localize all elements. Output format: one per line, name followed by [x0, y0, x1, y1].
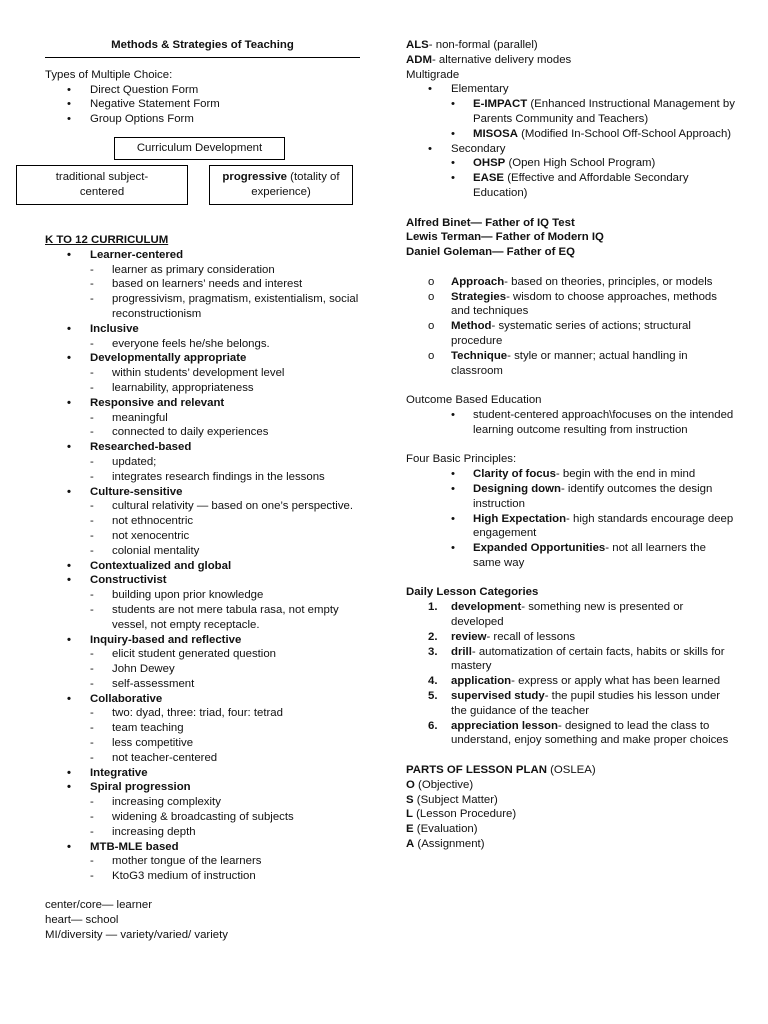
traditional-box — [16, 165, 188, 205]
mc-item: • Negative Statement Form — [45, 97, 365, 112]
k12-subitem: - not xenocentric — [45, 529, 365, 544]
k12-item: • Developmentally appropriate — [45, 351, 365, 366]
term-def: - wisdom to choose approaches, methods and techniques — [451, 290, 717, 318]
k12-item: • Spiral progression — [45, 780, 365, 795]
k12-subitem: - progressivism, pragmatism, existentialism, social reconstructionism — [45, 292, 365, 322]
progressive-box — [209, 165, 353, 205]
lesson-plan-heading-bold: PARTS OF LESSON PLAN — [406, 764, 547, 777]
curriculum-development-box: Curriculum Development — [114, 137, 285, 160]
als-line — [406, 38, 736, 53]
item-term: OHSP — [473, 157, 506, 170]
k12-item: • Learner-centered — [45, 248, 365, 263]
term-item — [406, 290, 736, 320]
principles-heading: Four Basic Principles: — [406, 453, 517, 466]
daily-item — [406, 674, 736, 689]
term-def: - systematic series of actions; structural procedure — [451, 320, 691, 347]
k12-subitem: - updated; — [45, 455, 365, 470]
k12-item: • Inclusive — [45, 322, 365, 337]
lesson-plan-heading — [406, 763, 736, 778]
progressive-rest: (totality of experience) — [251, 171, 340, 198]
principle-name: Expanded Opportunities — [473, 542, 606, 555]
k12-item: • Contextualized and global — [45, 559, 365, 574]
daily-num: 3. — [428, 645, 438, 658]
elementary-item — [406, 97, 736, 127]
daily-num: 2. — [428, 630, 438, 643]
term-name: Technique — [451, 349, 508, 362]
item-term: E-IMPACT — [473, 98, 528, 111]
daily-def: - something new is presented or developed — [451, 601, 684, 629]
term-name: Strategies — [451, 290, 507, 303]
k12-heading: K TO 12 CURRICULUM — [45, 233, 169, 246]
k12-subitem: - integrates research findings in the lessons — [45, 470, 365, 485]
progressive-bold: progressive — [222, 171, 288, 184]
k12-item: • Constructivist — [45, 573, 365, 588]
secondary-label: • Secondary — [406, 142, 736, 157]
k12-item: • Responsive and relevant — [45, 396, 365, 411]
k12-subitem: - John Dewey — [45, 662, 365, 677]
daily-list — [406, 600, 736, 748]
father-line: Alfred Binet— Father of IQ Test — [406, 216, 575, 229]
daily-num: 4. — [428, 675, 438, 688]
term-item — [406, 349, 736, 379]
lesson-plan-item — [406, 793, 736, 808]
daily-def: - recall of lessons — [486, 630, 576, 643]
k12-subitem: - within students’ development level — [45, 366, 365, 381]
k12-subitem: - learner as primary consideration — [45, 263, 365, 278]
mc-item: • Direct Question Form — [45, 83, 365, 98]
daily-item — [406, 630, 736, 645]
lesson-plan-heading-rest: (OSLEA) — [546, 764, 596, 777]
lesson-plan-item — [406, 822, 736, 837]
k12-item: • Integrative — [45, 766, 365, 781]
k12-subitem: - KtoG3 medium of instruction — [45, 869, 365, 884]
k12-subitem: - based on learners’ needs and interest — [45, 277, 365, 292]
k12-subitem: - not ethnocentric — [45, 514, 365, 529]
daily-name: drill — [451, 645, 472, 658]
terms-list — [406, 275, 736, 379]
daily-heading: Daily Lesson Categories — [406, 586, 539, 599]
k12-item: • Collaborative — [45, 692, 365, 707]
term-item — [406, 275, 736, 290]
daily-item — [406, 689, 736, 719]
als-def: - non-formal (parallel) — [428, 39, 538, 51]
daily-num: 5. — [428, 690, 438, 703]
daily-name: appreciation lesson — [451, 719, 558, 732]
daily-def: - express or apply what has been learned — [511, 675, 721, 688]
k12-subitem: - meaningful — [45, 411, 365, 426]
k12-subitem: - elicit student generated question — [45, 647, 365, 662]
multigrade-list — [406, 82, 736, 200]
term-def: - style or manner; actual handling in classroom — [451, 349, 688, 377]
als-term: ALS — [406, 39, 429, 51]
daily-name: review — [451, 630, 487, 643]
lesson-plan-item — [406, 837, 736, 852]
principle-def: - high standards encourage deep engagement — [473, 512, 734, 540]
k12-subitem: - less competitive — [45, 736, 365, 751]
daily-num: 6. — [428, 719, 438, 732]
daily-name: application — [451, 675, 512, 688]
page-title: Methods & Strategies of Teaching — [45, 38, 360, 58]
k12-subitem: - everyone feels he/she belongs. — [45, 337, 365, 352]
lp-part: (Evaluation) — [413, 823, 478, 836]
daily-def: - the pupil studies his lesson under the guidance of the teacher — [451, 690, 721, 717]
elementary-item — [406, 127, 736, 142]
k12-subitem: - connected to daily experiences — [45, 425, 365, 440]
daily-num: 1. — [428, 601, 438, 614]
lp-part: (Subject Matter) — [413, 793, 498, 806]
k12-subitem: - team teaching — [45, 721, 365, 736]
obe-heading: Outcome Based Education — [406, 394, 542, 407]
term-name: Method — [451, 320, 492, 333]
k12-subitem: - not teacher-centered — [45, 751, 365, 766]
core-line: center/core— learner — [45, 899, 152, 912]
k12-subitem: - increasing depth — [45, 825, 365, 840]
k12-subitem: - building upon prior knowledge — [45, 588, 365, 603]
principle-item — [406, 541, 736, 571]
core-line: MI/diversity — variety/varied/ variety — [45, 928, 228, 941]
daily-name: supervised study — [451, 690, 545, 703]
lp-letter: A — [406, 838, 415, 851]
k12-list — [45, 248, 365, 884]
daily-item — [406, 600, 736, 630]
k12-subitem: - students are not mere tabula rasa, not empty vessel, not empty receptacle. — [45, 603, 365, 633]
lp-part: (Lesson Procedure) — [412, 808, 517, 821]
daily-name: development — [451, 601, 522, 614]
secondary-item — [406, 171, 736, 201]
principle-name: Designing down — [473, 482, 561, 495]
lp-part: (Objective) — [414, 778, 474, 791]
progressive-label — [219, 170, 344, 200]
lp-letter: S — [406, 793, 414, 806]
k12-subitem: - widening & broadcasting of subjects — [45, 810, 365, 825]
father-line: Lewis Terman— Father of Modern IQ — [406, 231, 604, 244]
principle-item — [406, 512, 736, 542]
lesson-plan-item — [406, 778, 736, 793]
obe-list — [406, 408, 736, 438]
adm-term: ADM — [406, 53, 432, 66]
item-term: MISOSA — [473, 127, 518, 140]
k12-item: • MTB-MLE based — [45, 840, 365, 855]
k12-subitem: - colonial mentality — [45, 544, 365, 559]
mc-item: • Group Options Form — [45, 112, 365, 127]
term-def: - based on theories, principles, or models — [504, 275, 713, 288]
principles-list — [406, 467, 736, 571]
principle-name: Clarity of focus — [473, 468, 556, 481]
core-line: heart— school — [45, 913, 119, 926]
secondary-item — [406, 156, 736, 171]
k12-item: • Culture-sensitive — [45, 485, 365, 500]
principle-def: - not all learners the same way — [473, 542, 706, 569]
principle-def: - begin with the end in mind — [555, 468, 696, 481]
left-column — [45, 38, 365, 942]
item-def: (Modified In-School Off-School Approach) — [517, 127, 732, 140]
elementary-label: • Elementary — [406, 82, 736, 97]
principle-item — [406, 467, 736, 482]
lesson-plan-item — [406, 807, 736, 822]
k12-subitem: - increasing complexity — [45, 795, 365, 810]
mc-heading: Types of Multiple Choice: — [45, 68, 173, 81]
obe-item: • student-centered approach\focuses on the intended learning outcome resulting from instruction — [406, 408, 736, 438]
daily-item — [406, 719, 736, 749]
adm-line — [406, 53, 736, 68]
principle-item — [406, 482, 736, 512]
k12-subitem: - two: dyad, three: triad, four: tetrad — [45, 706, 365, 721]
curriculum-diagram — [45, 137, 365, 219]
daily-item — [406, 645, 736, 675]
mc-list — [45, 83, 365, 127]
father-line: Daniel Goleman— Father of EQ — [406, 246, 575, 259]
k12-subitem: - mother tongue of the learners — [45, 854, 365, 869]
lp-letter: L — [406, 808, 413, 821]
principle-def: - identify outcomes the design instruction — [473, 482, 713, 510]
term-item — [406, 319, 736, 349]
k12-subitem: - self-assessment — [45, 677, 365, 692]
adm-def: - alternative delivery modes — [431, 53, 572, 66]
k12-subitem: - cultural relativity — based on one’s perspective. — [45, 499, 365, 514]
lp-part: (Assignment) — [414, 838, 485, 851]
daily-def: - designed to lead the class to understand, enjoy something and make proper choices — [451, 719, 729, 747]
k12-subitem: - learnability, appropriateness — [45, 381, 365, 396]
traditional-label: traditional subject-centered — [55, 171, 149, 198]
item-def: (Effective and Affordable Secondary Education) — [473, 172, 689, 199]
principle-name: High Expectation — [473, 512, 567, 525]
lp-letter: O — [406, 778, 415, 791]
term-name: Approach — [451, 275, 505, 288]
daily-def: - automatization of certain facts, habits or skills for mastery — [451, 645, 725, 673]
k12-item: • Inquiry-based and reflective — [45, 633, 365, 648]
item-def: (Enhanced Instructional Management by Parents Community and Teachers) — [473, 98, 735, 125]
k12-item: • Researched-based — [45, 440, 365, 455]
item-def: (Open High School Program) — [505, 157, 656, 170]
lp-letter: E — [406, 823, 414, 836]
item-term: EASE — [473, 172, 505, 185]
right-column — [406, 38, 736, 852]
multigrade-label: Multigrade — [406, 68, 460, 81]
